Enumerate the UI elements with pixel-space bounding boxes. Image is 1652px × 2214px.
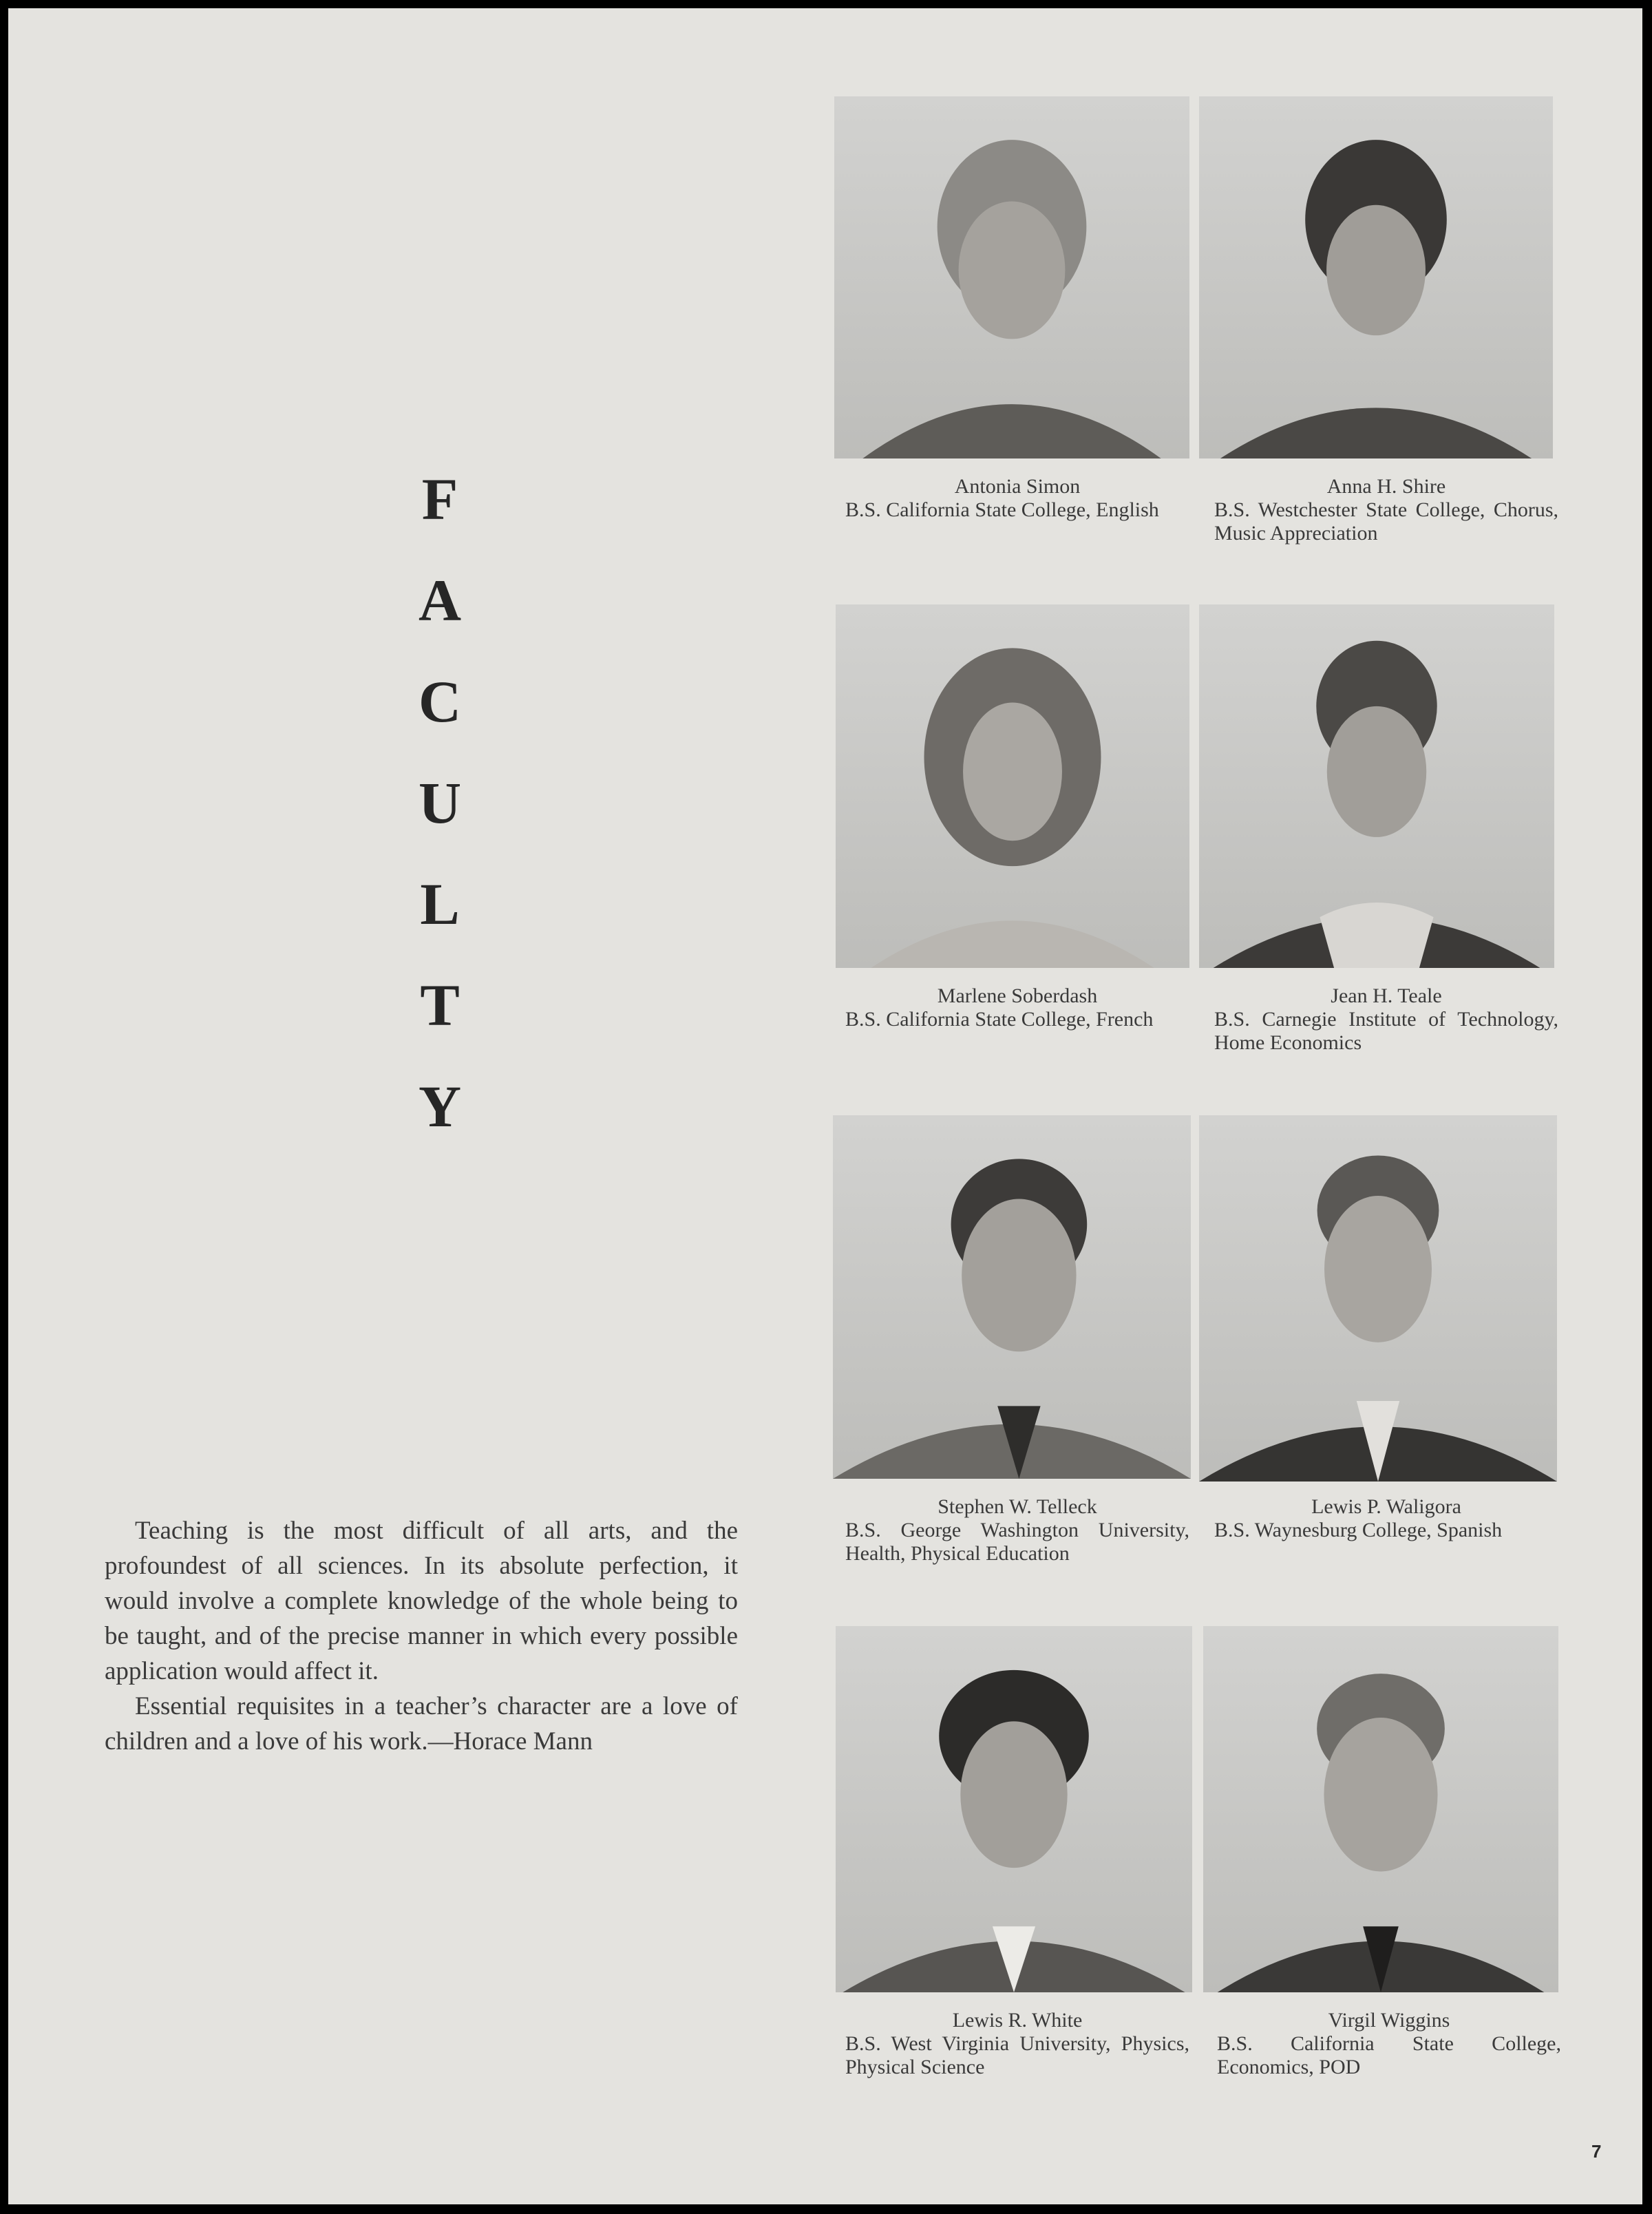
yearbook-page bbox=[8, 8, 1642, 2204]
portrait-photo bbox=[834, 96, 1189, 458]
portrait-photo bbox=[1199, 604, 1554, 968]
faculty-name: Jean H. Teale bbox=[1331, 984, 1442, 1007]
portrait-photo bbox=[836, 1626, 1192, 1992]
heading-letter: C bbox=[418, 668, 462, 735]
faculty-caption bbox=[1214, 984, 1558, 1055]
faculty-heading bbox=[409, 449, 471, 1157]
faculty-name: Stephen W. Telleck bbox=[938, 1495, 1097, 1518]
portrait-image bbox=[833, 1115, 1191, 1479]
portrait-photo bbox=[1199, 96, 1553, 458]
faculty-detail: B.S. Carnegie Institute of Technology, Home Economics bbox=[1214, 1008, 1558, 1054]
heading-letter: U bbox=[418, 770, 462, 836]
faculty-detail: B.S. Westchester State College, Chorus, Music Appreciation bbox=[1214, 498, 1558, 545]
faculty-detail: B.S. California State College, English bbox=[845, 498, 1159, 521]
faculty-caption bbox=[845, 2009, 1189, 2079]
quote-paragraph-2: Essential requisites in a teacher’s character are a love of children and a love of his work.—Horace Mann bbox=[105, 1692, 738, 1756]
faculty-caption bbox=[1214, 1495, 1558, 1542]
faculty-detail: B.S. California State College, Economics, POD bbox=[1217, 2032, 1561, 2078]
faculty-detail: B.S. West Virginia University, Physics, Physical Science bbox=[845, 2032, 1189, 2078]
portrait-photo bbox=[836, 604, 1189, 968]
portrait-photo bbox=[1199, 1115, 1557, 1482]
heading-letter: A bbox=[418, 567, 462, 633]
quote-paragraph-1: Teaching is the most difficult of all arts, and the profoundest of all sciences. In its absolute perfection, it would involve a complete knowledge of the whole being to be taught, and of the precise manner in which every possible application would affect it. bbox=[105, 1517, 738, 1685]
faculty-name: Lewis R. White bbox=[952, 2009, 1083, 2032]
portrait-image bbox=[1203, 1626, 1558, 1992]
heading-letter: F bbox=[421, 466, 458, 532]
heading-letter: T bbox=[420, 972, 460, 1038]
heading-letter: Y bbox=[418, 1073, 462, 1139]
portrait-image bbox=[836, 1626, 1192, 1992]
portrait-image bbox=[1199, 604, 1554, 968]
portrait-photo bbox=[833, 1115, 1191, 1479]
faculty-caption bbox=[845, 475, 1189, 522]
faculty-name: Lewis P. Waligora bbox=[1311, 1495, 1461, 1518]
faculty-name: Marlene Soberdash bbox=[937, 984, 1098, 1007]
portrait-image bbox=[836, 604, 1189, 968]
faculty-name: Virgil Wiggins bbox=[1328, 2009, 1450, 2032]
faculty-caption bbox=[845, 1495, 1189, 1565]
faculty-name: Anna H. Shire bbox=[1326, 475, 1446, 498]
portrait-image bbox=[834, 96, 1189, 458]
faculty-detail: B.S. George Washington University, Health, Physical Education bbox=[845, 1519, 1189, 1565]
faculty-name: Antonia Simon bbox=[954, 475, 1081, 498]
faculty-caption bbox=[1217, 2009, 1561, 2079]
faculty-detail: B.S. Waynesburg College, Spanish bbox=[1214, 1519, 1503, 1541]
faculty-caption bbox=[1214, 475, 1558, 545]
portrait-image bbox=[1199, 1115, 1557, 1482]
faculty-detail: B.S. California State College, French bbox=[845, 1008, 1154, 1031]
page-number: 7 bbox=[1591, 2141, 1602, 2162]
portrait-photo bbox=[1203, 1626, 1558, 1992]
heading-letter: L bbox=[420, 871, 460, 937]
teaching-quote bbox=[105, 1513, 738, 1759]
faculty-caption bbox=[845, 984, 1189, 1031]
portrait-image bbox=[1199, 96, 1553, 458]
